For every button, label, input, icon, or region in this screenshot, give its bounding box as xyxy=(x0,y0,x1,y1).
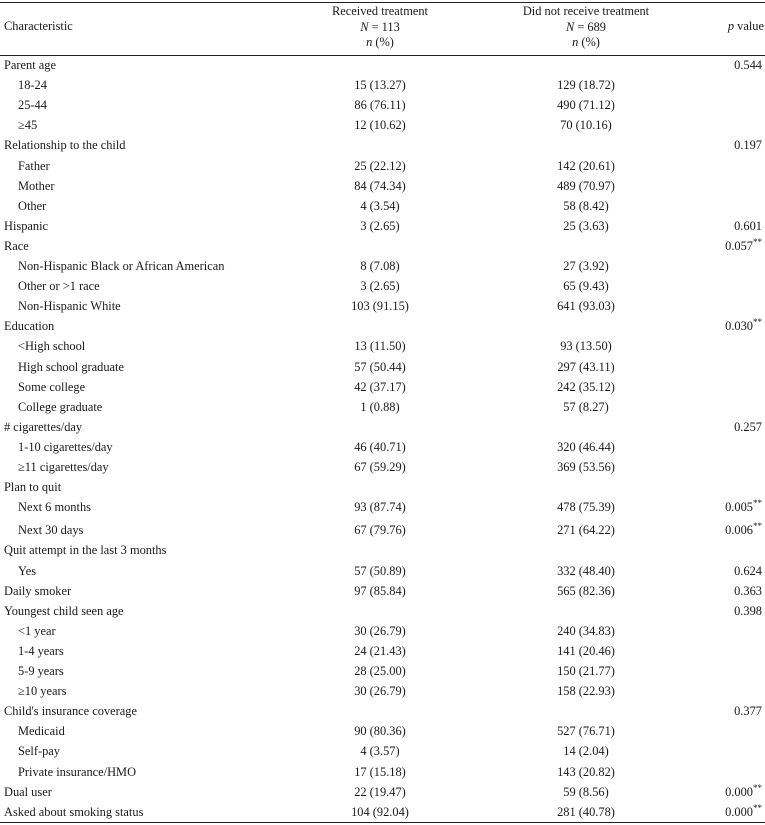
received-treatment-value: 28 (25.00) xyxy=(354,664,406,678)
p-value xyxy=(680,783,762,801)
row-label: Race xyxy=(4,238,29,253)
received-treatment-value: 8 (7.08) xyxy=(360,259,400,273)
significance-stars: ** xyxy=(753,236,762,247)
row-label: <1 year xyxy=(18,623,56,638)
table-row xyxy=(0,722,765,740)
received-treatment-value: 103 (91.15) xyxy=(351,299,409,314)
received-treatment-value: 86 (76.11) xyxy=(354,98,406,113)
received-treatment-value: 84 (74.34) xyxy=(354,178,406,193)
received-treatment-value: 57 (50.44) xyxy=(354,359,406,374)
received-treatment-value: 67 (79.76) xyxy=(354,523,406,538)
row-label: Next 30 days xyxy=(18,523,84,538)
row-label: ≥11 cigarettes/day xyxy=(18,460,109,474)
table-row xyxy=(0,742,765,760)
significance-stars: ** xyxy=(753,521,762,532)
p-value xyxy=(680,418,762,436)
table-row xyxy=(0,337,765,355)
table-row xyxy=(0,136,765,154)
table-row xyxy=(0,398,765,416)
table-row xyxy=(0,562,765,580)
p-value-number: 0.363 xyxy=(734,583,762,598)
p-value xyxy=(680,602,762,620)
no-treatment-value: 158 (22.93) xyxy=(557,684,615,699)
p-value xyxy=(680,217,762,235)
p-value-number: 0.006 xyxy=(725,523,753,538)
received-treatment-value: 13 (11.50) xyxy=(354,339,406,354)
table-row xyxy=(0,702,765,720)
header-untreated-n-symbol: N xyxy=(565,19,575,34)
table-row xyxy=(0,358,765,376)
table-row xyxy=(0,763,765,781)
no-treatment-value: 141 (20.46) xyxy=(557,643,615,658)
row-label: Parent age xyxy=(4,58,56,72)
p-value xyxy=(680,498,762,516)
received-treatment-value: 67 (59.29) xyxy=(354,460,406,474)
significance-stars: ** xyxy=(753,782,762,793)
table-row xyxy=(0,662,765,680)
no-treatment-value: 369 (53.56) xyxy=(557,460,615,474)
no-treatment-value: 27 (3.92) xyxy=(563,259,609,273)
significance-stars: ** xyxy=(753,317,762,328)
row-label: Other xyxy=(18,198,47,213)
header-did-not-receive-treatment xyxy=(500,4,672,51)
received-treatment-value: 15 (13.27) xyxy=(354,78,406,93)
table-row xyxy=(0,682,765,700)
p-value-number: 0.000 xyxy=(725,784,753,799)
significance-stars: ** xyxy=(753,802,762,813)
table-row xyxy=(0,116,765,134)
received-treatment-value: 4 (3.57) xyxy=(360,744,400,759)
table-row xyxy=(0,582,765,600)
header-p-symbol: p xyxy=(727,19,735,33)
row-label: Child's insurance coverage xyxy=(4,704,137,719)
received-treatment-value: 4 (3.54) xyxy=(360,198,400,213)
row-label: Private insurance/HMO xyxy=(18,764,137,779)
header-received-title: Received treatment xyxy=(332,4,428,18)
received-treatment-value: 3 (2.65) xyxy=(360,218,400,233)
no-treatment-value: 489 (70.97) xyxy=(557,178,615,193)
row-label: Non-Hispanic White xyxy=(18,299,121,314)
p-value xyxy=(680,136,762,154)
row-label: Education xyxy=(4,319,55,334)
no-treatment-value: 58 (8.42) xyxy=(563,198,609,213)
table-row xyxy=(0,177,765,195)
table-row xyxy=(0,76,765,94)
received-treatment-value: 57 (50.89) xyxy=(354,563,406,578)
header-untreated-n xyxy=(500,20,672,36)
row-label: ≥45 xyxy=(18,118,38,133)
header-untreated-unit-pct: (%) xyxy=(578,35,600,49)
no-treatment-value: 142 (20.61) xyxy=(557,158,615,173)
table-row xyxy=(0,378,765,396)
no-treatment-value: 93 (13.50) xyxy=(560,339,612,354)
no-treatment-value: 271 (64.22) xyxy=(557,523,615,538)
header-received-units xyxy=(300,35,460,51)
table-row xyxy=(0,622,765,640)
p-value-number: 0.030 xyxy=(725,319,753,334)
significance-stars: ** xyxy=(753,498,762,509)
header-untreated-n-value: = 689 xyxy=(574,19,607,34)
header-characteristic-label: Characteristic xyxy=(4,19,73,33)
received-treatment-value: 17 (15.18) xyxy=(354,764,406,779)
table-row xyxy=(0,458,765,476)
received-treatment-value: 30 (26.79) xyxy=(354,623,406,638)
table-row xyxy=(0,602,765,620)
table-row xyxy=(0,498,765,516)
p-value xyxy=(680,562,762,580)
p-value-number: 0.601 xyxy=(734,218,762,233)
row-label: ≥10 years xyxy=(18,684,67,699)
row-label: Mother xyxy=(18,178,55,193)
header-received-n-value: = 113 xyxy=(368,19,400,34)
no-treatment-value: 565 (82.36) xyxy=(557,583,615,598)
row-label: Dual user xyxy=(4,784,52,799)
header-untreated-unit-n: n xyxy=(572,35,579,49)
p-value xyxy=(680,521,762,539)
received-treatment-value: 24 (21.43) xyxy=(354,643,406,658)
table-row xyxy=(0,56,765,74)
p-value xyxy=(680,582,762,600)
no-treatment-value: 65 (9.43) xyxy=(563,279,609,294)
table-row xyxy=(0,317,765,335)
no-treatment-value: 297 (43.11) xyxy=(557,359,615,374)
header-untreated-title: Did not receive treatment xyxy=(522,4,650,18)
row-label: 1-4 years xyxy=(18,643,64,658)
no-treatment-value: 57 (8.27) xyxy=(563,399,609,414)
header-untreated-units xyxy=(500,35,672,51)
table-row xyxy=(0,521,765,539)
row-label: Some college xyxy=(18,379,86,394)
header-p-value-word: value xyxy=(734,19,764,33)
row-label: Hispanic xyxy=(4,218,49,233)
table-row xyxy=(0,237,765,255)
bottom-rule xyxy=(0,822,765,823)
table-row xyxy=(0,217,765,235)
table-row xyxy=(0,297,765,315)
row-label: Non-Hispanic Black or African American xyxy=(18,259,225,273)
row-label: Youngest child seen age xyxy=(4,603,124,618)
row-label: 1-10 cigarettes/day xyxy=(18,439,113,454)
table-row xyxy=(0,541,765,559)
p-value-number: 0.057 xyxy=(725,238,753,253)
row-label: Daily smoker xyxy=(4,583,72,598)
row-label: <High school xyxy=(18,339,86,354)
p-value-number: 0.000 xyxy=(725,804,753,819)
no-treatment-value: 490 (71.12) xyxy=(557,98,615,113)
received-treatment-value: 42 (37.17) xyxy=(354,379,406,394)
no-treatment-value: 129 (18.72) xyxy=(557,78,615,93)
table-row xyxy=(0,96,765,114)
table-row xyxy=(0,277,765,295)
header-characteristic xyxy=(4,19,73,35)
row-label: Father xyxy=(18,158,50,173)
no-treatment-value: 25 (3.63) xyxy=(563,218,609,233)
row-label: Quit attempt in the last 3 months xyxy=(4,543,167,558)
p-value xyxy=(680,317,762,335)
row-label: Other or >1 race xyxy=(18,279,100,294)
p-value-number: 0.377 xyxy=(734,704,762,719)
p-value-number: 0.197 xyxy=(734,138,762,153)
p-value-number: 0.257 xyxy=(734,419,762,434)
header-received-treatment xyxy=(300,4,460,51)
header-received-unit-pct: (%) xyxy=(372,35,394,49)
received-treatment-value: 90 (80.36) xyxy=(354,724,406,739)
row-label: High school graduate xyxy=(18,359,124,374)
no-treatment-value: 332 (48.40) xyxy=(557,563,615,578)
row-label: Plan to quit xyxy=(4,480,62,495)
header-received-n xyxy=(300,20,460,36)
received-treatment-value: 104 (92.04) xyxy=(351,804,409,819)
table-row xyxy=(0,438,765,456)
row-label: # cigarettes/day xyxy=(4,419,83,434)
received-treatment-value: 97 (85.84) xyxy=(354,583,406,598)
row-label: 5-9 years xyxy=(18,664,64,678)
row-label: Relationship to the child xyxy=(4,138,126,153)
p-value-number: 0.544 xyxy=(734,58,762,72)
no-treatment-value: 143 (20.82) xyxy=(557,764,615,779)
header-received-unit-n: n xyxy=(366,35,373,49)
received-treatment-value: 30 (26.79) xyxy=(354,684,406,699)
received-treatment-value: 12 (10.62) xyxy=(354,118,406,133)
row-label: 25-44 xyxy=(18,98,47,113)
table-row xyxy=(0,257,765,275)
table-row xyxy=(0,197,765,215)
p-value xyxy=(680,702,762,720)
p-value-number: 0.624 xyxy=(734,563,762,578)
p-value xyxy=(680,56,762,74)
table-row xyxy=(0,478,765,496)
row-label: Medicaid xyxy=(18,724,65,739)
header-received-n-symbol: N xyxy=(360,19,369,34)
table-row xyxy=(0,783,765,801)
no-treatment-value: 240 (34.83) xyxy=(557,623,615,638)
no-treatment-value: 242 (35.12) xyxy=(557,379,615,394)
table-row xyxy=(0,803,765,821)
row-label: Self-pay xyxy=(18,744,60,759)
row-label: 18-24 xyxy=(18,78,47,93)
received-treatment-value: 25 (22.12) xyxy=(354,158,406,173)
no-treatment-value: 478 (75.39) xyxy=(557,500,615,515)
row-label: College graduate xyxy=(18,399,103,414)
p-value xyxy=(680,237,762,255)
p-value-number: 0.398 xyxy=(734,603,762,618)
p-value-number: 0.005 xyxy=(725,500,753,515)
table-row xyxy=(0,642,765,660)
row-label: Next 6 months xyxy=(18,500,91,515)
header-p-value xyxy=(700,19,764,35)
header-p-value-label xyxy=(700,19,764,35)
table-row xyxy=(0,157,765,175)
no-treatment-value: 320 (46.44) xyxy=(557,439,615,454)
no-treatment-value: 150 (21.77) xyxy=(557,664,615,678)
no-treatment-value: 59 (8.56) xyxy=(563,784,609,799)
no-treatment-value: 281 (40.78) xyxy=(557,804,615,819)
no-treatment-value: 527 (76.71) xyxy=(557,724,615,739)
row-label: Asked about smoking status xyxy=(4,804,144,819)
received-treatment-value: 46 (40.71) xyxy=(354,439,406,454)
no-treatment-value: 70 (10.16) xyxy=(560,118,612,133)
received-treatment-value: 1 (0.88) xyxy=(360,399,400,414)
table-row xyxy=(0,418,765,436)
no-treatment-value: 14 (2.04) xyxy=(563,744,609,759)
no-treatment-value: 641 (93.03) xyxy=(557,299,615,314)
received-treatment-value: 22 (19.47) xyxy=(354,784,406,799)
received-treatment-value: 3 (2.65) xyxy=(360,279,400,294)
received-treatment-value: 93 (87.74) xyxy=(354,500,406,515)
row-label: Yes xyxy=(18,563,37,578)
p-value xyxy=(680,803,762,821)
